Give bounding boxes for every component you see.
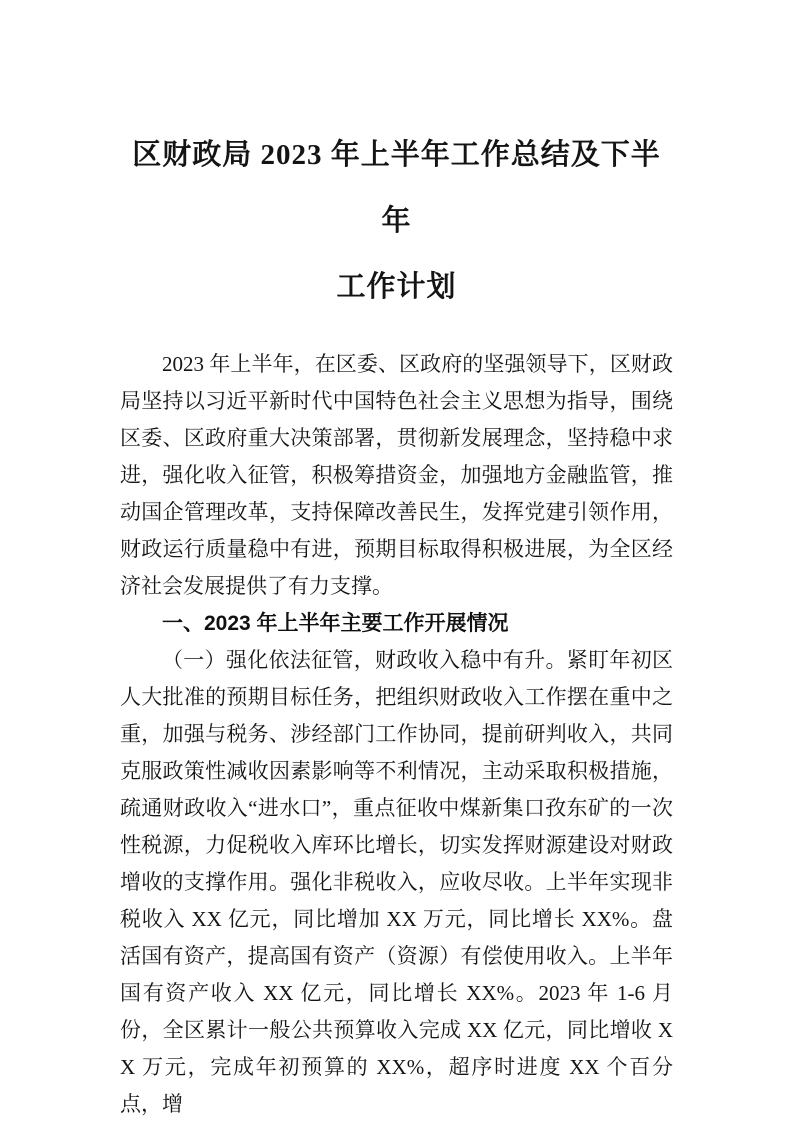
section-1-heading: 一、2023 年上半年主要工作开展情况 [162, 612, 509, 635]
title-line-2: 工作计划 [336, 271, 457, 303]
item-1-body-text: 紧盯年初区人大批准的预期目标任务，把组织财政收入工作摆在重中之重，加强与税务、涉经部门工作协同，提前研判收入，共同克服政策性减收因素影响等不利情况，主动采取积极措施，疏通财政收入“进水口”，重点征收中煤新集口孜东矿的一次性税源，力促税收入库环比增长，切实发挥财源建设对财政增收的支撑作用。强化非税收入，应收尽收。上半年实现非税收入 XX 亿元，同比增加 XX 万元，同比增长 XX%。盘活国有资产，提高国有资产（资源）有偿使用收入。上半年国有资产收入 XX 亿元，同比增长 XX%。2023 年 1-6 月份，全区累计一般公共预算收入完成 XX 亿元，同比增收 XX 万元，完成年初预算的 XX%，超序时进度 XX 个百分点，增 [120, 648, 673, 1116]
document-title [120, 0, 673, 320]
item-1-lead-sentence: （一）强化依法征管，财政收入稳中有升。 [162, 648, 567, 672]
title-line-1: 区财政局 2023 年上半年工作总结及下半年 [132, 139, 661, 237]
intro-paragraph: 2023 年上半年，在区委、区政府的坚强领导下，区财政局坚持以习近平新时代中国特色社会主义思想为指导，围绕区委、区政府重大决策部署，贯彻新发展理念，坚持稳中求进，强化收入征管，积极筹措资金，加强地方金融监管，推动国企管理改革，支持保障改善民生，发挥党建引领作用，财政运行质量稳中有进，预期目标取得积极进展，为全区经济社会发展提供了有力支撑。 [120, 352, 673, 598]
section-1-item-1-paragraph [120, 642, 673, 1122]
document-content [120, 0, 673, 1122]
